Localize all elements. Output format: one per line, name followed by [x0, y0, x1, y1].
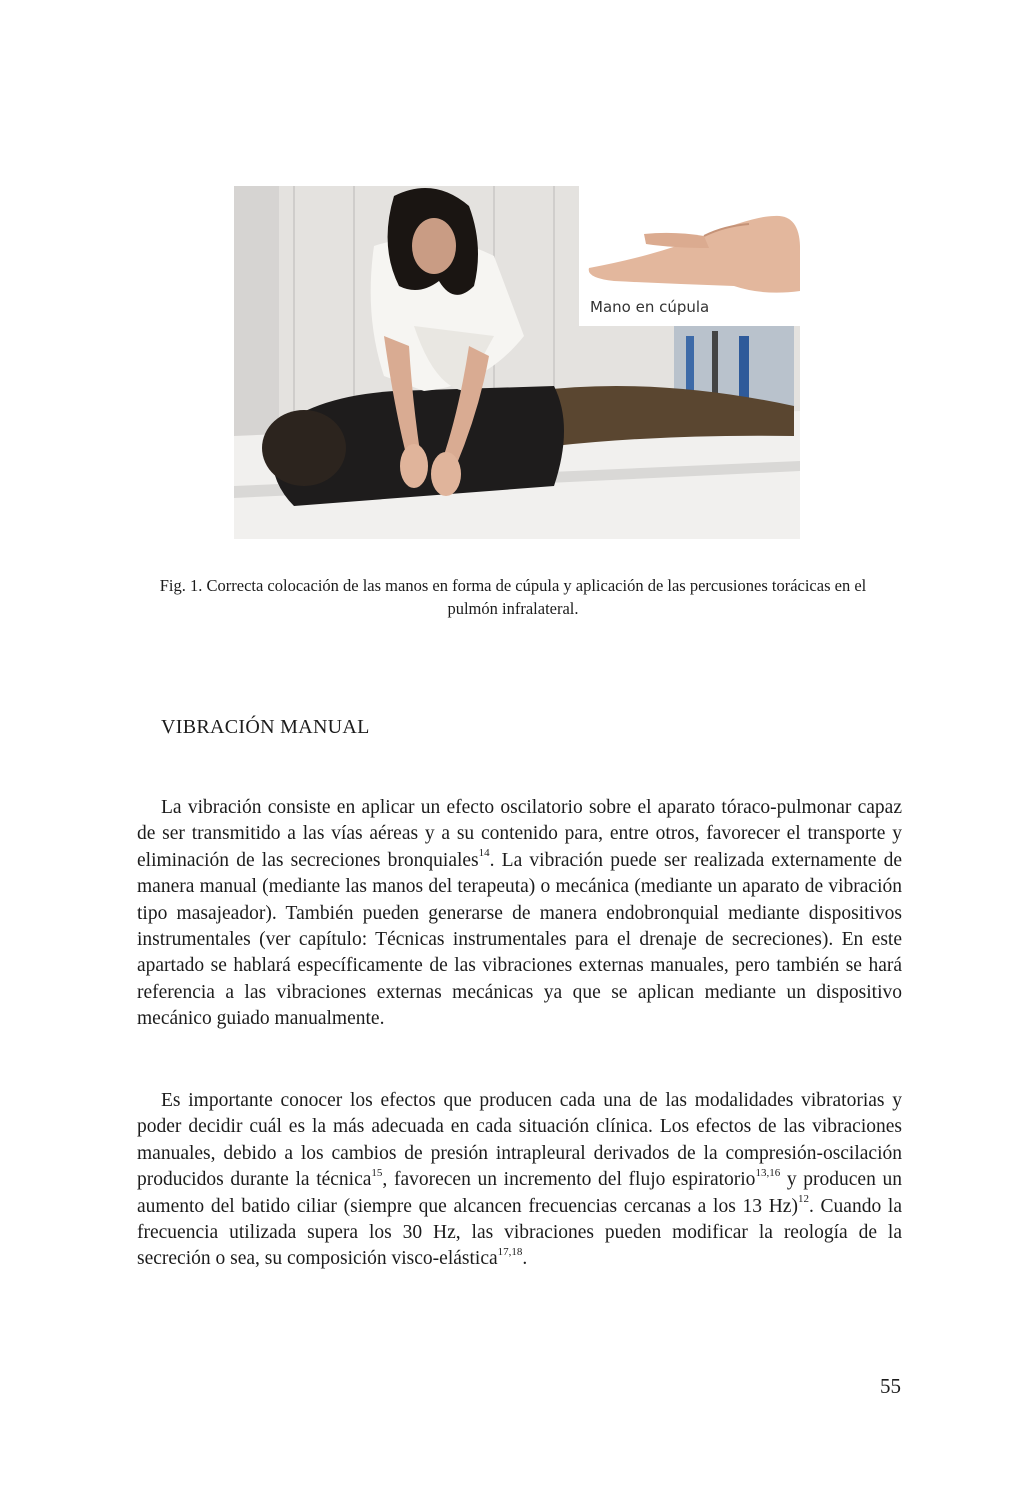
- figure-caption: Fig. 1. Correcta colocación de las manos en forma de cúpula y aplicación de las percusiones torácicas en el pulmón infralateral.: [159, 576, 867, 618]
- paragraph-text: . Cuando la frecuencia utilizada supera los 30 Hz, las vibraciones pueden modificar la reología de la secreción o sea, su composición visco-elástica: [137, 1195, 902, 1270]
- paragraph-text: . La vibración puede ser realizada externamente de manera manual (mediante las manos del terapeuta) o mecánica (mediante un aparato de vibración tipo masajeador). También pueden generarse de manera endobronquial mediante dispositivos instrumentales (ver capítulo: Técnicas instrumentales para el drenaje de secreciones). En este apartado se hablará específicamente de las vibraciones externas manuales, pero también se hará referencia a las vibraciones externas mecánicas ya que se aplican mediante un dispositivo mecánico guiado manualmente.: [137, 849, 902, 1030]
- paragraph-text: y producen un aumento del batido ciliar (siempre que alcancen frecuencias cercanas a los 13 Hz): [137, 1169, 902, 1217]
- paragraph-text: , favorecen un incremento del flujo espiratorio: [382, 1169, 756, 1191]
- paragraph-1: [137, 795, 902, 1033]
- paragraph-text: .: [522, 1248, 528, 1270]
- figure-photo: [234, 186, 800, 539]
- paragraph-2: [137, 1088, 902, 1273]
- paragraph-text: Es importante conocer los efectos que producen cada una de las modalidades vibratorias y poder decidir cuál es la más adecuada en cada situación clínica. Los efectos de las vibraciones manuales, debido a los cambios de presión intrapleural derivados de la compresión-oscilación producidos durante la técnica: [137, 1090, 902, 1191]
- reference-superscript: 14: [478, 847, 490, 860]
- paragraph-text: La vibración consiste en aplicar un efecto oscilatorio sobre el aparato tóraco-pulmonar capaz de ser transmitido a las vías aéreas y a su contenido para, entre otros, favorecer el transporte y eliminación de las secreciones bronquiales: [137, 797, 902, 871]
- reference-superscript: 13,16: [755, 1166, 781, 1179]
- reference-superscript: 12: [797, 1193, 809, 1206]
- section-heading: VIBRACIÓN MANUAL: [161, 716, 370, 738]
- page-number: 55: [880, 1374, 901, 1398]
- therapist-percussion-photo: [234, 186, 800, 539]
- reference-superscript: 17,18: [497, 1245, 523, 1258]
- reference-superscript: 15: [371, 1166, 383, 1179]
- inset-label: Mano en cúpula: [590, 298, 710, 316]
